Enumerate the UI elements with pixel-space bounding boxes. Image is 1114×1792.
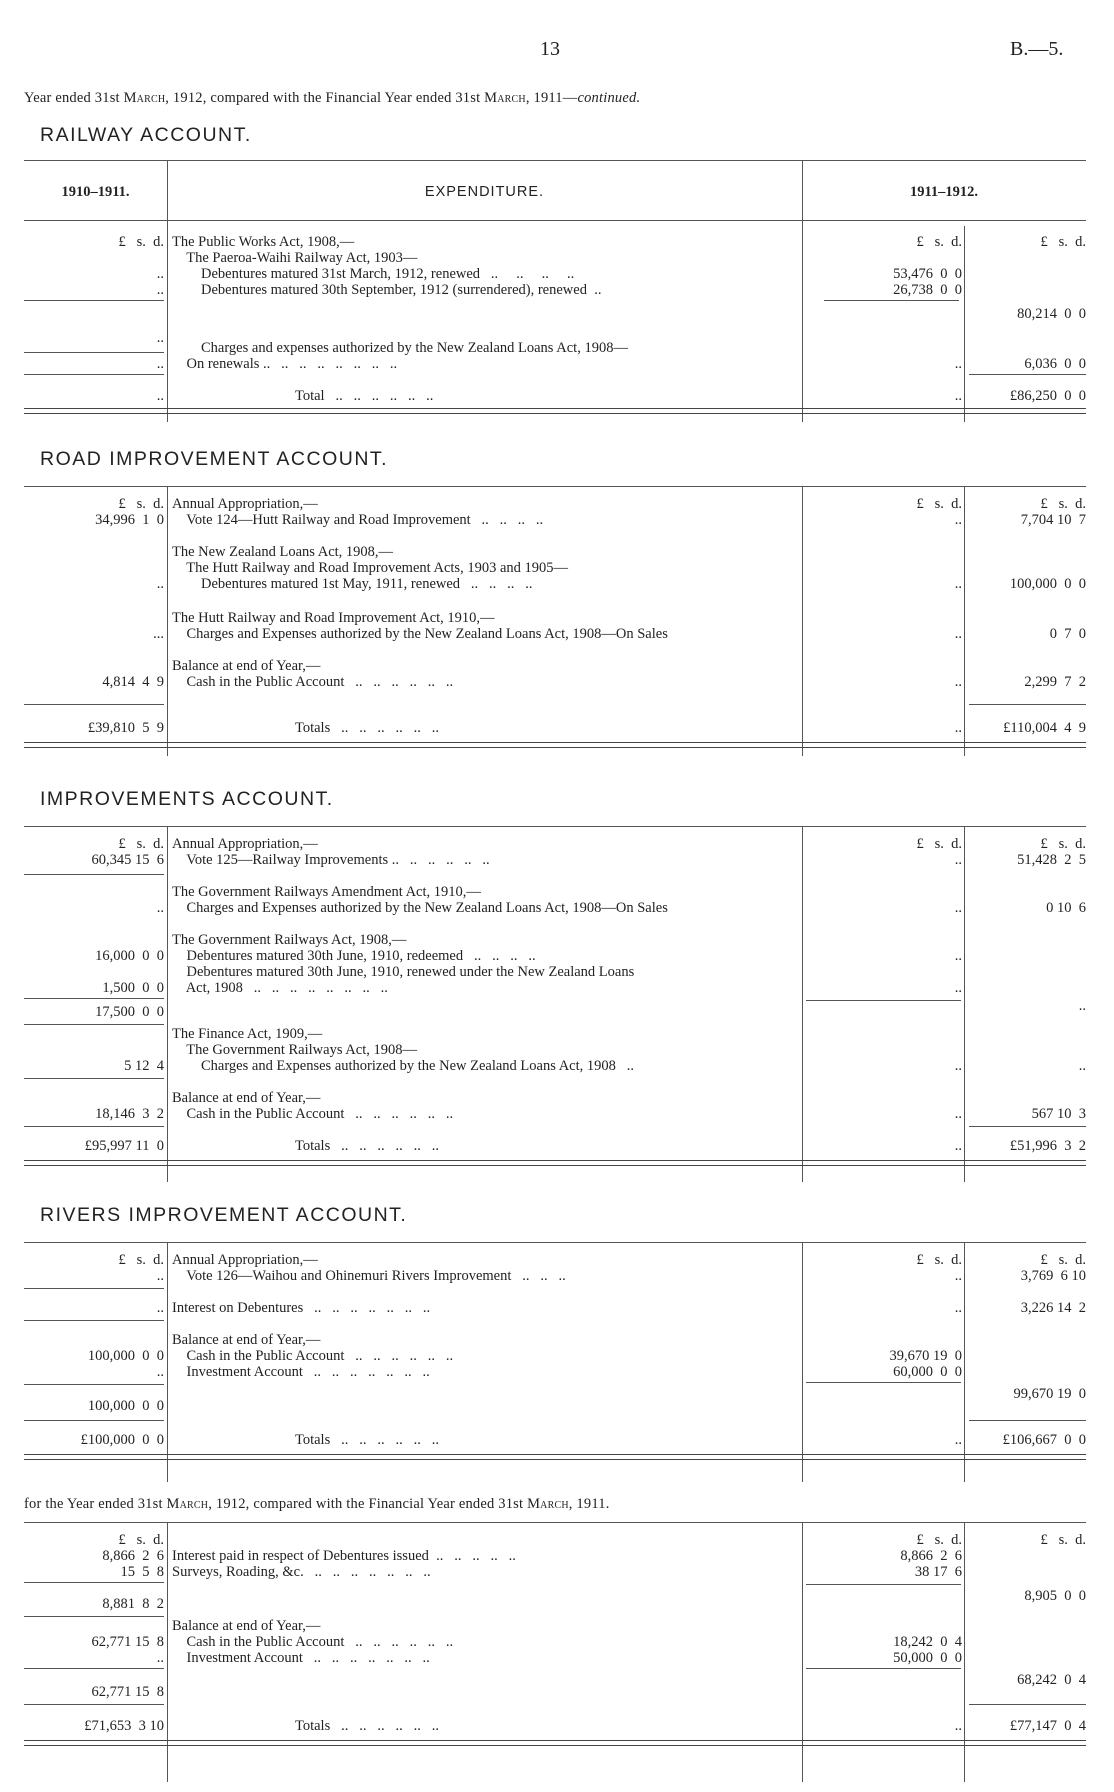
improvements-row-inner: .. xyxy=(954,900,962,916)
rivers-total-prev: £100,000 0 0 xyxy=(80,1432,164,1448)
railway-row-desc: The Paeroa-Waihi Railway Act, 1903— xyxy=(172,250,418,266)
improvements-row-desc: Balance at end of Year,— xyxy=(172,1090,321,1106)
railway-total-inner: .. xyxy=(954,388,962,404)
improvements-row-total: .. xyxy=(1078,1058,1086,1074)
railway-row-desc: The Public Works Act, 1908,— xyxy=(172,234,355,250)
improvements-row-total: 51,428 2 5 xyxy=(1017,852,1086,868)
rivers-row-total: 99,670 19 0 xyxy=(1013,1386,1086,1402)
improvements-row-total: 0 10 6 xyxy=(1046,900,1086,916)
road-row-desc: Vote 124—Hutt Railway and Road Improvement .. .. .. .. xyxy=(172,512,544,528)
road-row-inner: .. xyxy=(954,512,962,528)
last-row-total: 8,905 0 0 xyxy=(1024,1588,1086,1604)
road-row-desc: Charges and Expenses authorized by the New Zealand Loans Act, 1908—On Sales xyxy=(172,626,668,642)
improvements-row-total: .. xyxy=(1078,998,1086,1014)
currency-header-total: £ s. d. xyxy=(1040,1532,1086,1548)
last-row-desc: Interest paid in respect of Debentures issued .. .. .. .. .. xyxy=(172,1548,516,1564)
improvements-row-desc: The Government Railways Act, 1908,— xyxy=(172,932,407,948)
improvements-row-desc: Charges and Expenses authorized by the New Zealand Loans Act, 1908—On Sales xyxy=(172,900,668,916)
rivers-improvement-table xyxy=(24,1242,1086,1482)
road-row-prev: ... xyxy=(153,626,164,642)
last-row-inner: 8,866 2 6 xyxy=(900,1548,962,1564)
railway-row-inner: .. xyxy=(954,356,962,372)
rivers-total-desc: Totals .. .. .. .. .. .. xyxy=(172,1432,439,1448)
railway-row-prev: .. xyxy=(156,282,164,298)
road-row-prev: 4,814 4 9 xyxy=(102,674,164,690)
intro-text-c: , 1911. xyxy=(568,1496,610,1512)
road-total-prev: £39,810 5 9 xyxy=(87,720,164,736)
intro-month-1: March xyxy=(166,1496,209,1512)
road-row-total: 0 7 0 xyxy=(1049,626,1086,642)
currency-header-inner: £ s. d. xyxy=(916,1252,962,1268)
last-row-desc: Balance at end of Year,— xyxy=(172,1618,321,1634)
last-row-inner: 38 17 6 xyxy=(914,1564,962,1580)
road-total-inner: .. xyxy=(954,720,962,736)
currency-header-prev: £ s. d. xyxy=(118,496,164,512)
railway-row-inner: 26,738 0 0 xyxy=(893,282,962,298)
rivers-row-desc: Interest on Debentures .. .. .. .. .. .. .. xyxy=(172,1300,431,1316)
improvements-row-prev: 1,500 0 0 xyxy=(102,980,164,996)
last-total-prev: £71,653 3 10 xyxy=(84,1718,164,1734)
currency-header-total: £ s. d. xyxy=(1040,234,1086,250)
railway-row-desc: On renewals .. .. .. .. .. .. .. .. xyxy=(172,356,398,372)
road-row-total: 100,000 0 0 xyxy=(1009,576,1086,592)
road-row-desc: The Hutt Railway and Road Improvement Acts, 1903 and 1905— xyxy=(172,560,569,576)
railway-row-inner: 53,476 0 0 xyxy=(893,266,962,282)
currency-header-total: £ s. d. xyxy=(1040,1252,1086,1268)
rivers-row-desc: Annual Appropriation,— xyxy=(172,1252,318,1268)
last-row-prev: 62,771 15 8 xyxy=(91,1684,164,1700)
rivers-improvement-title: RIVERS IMPROVEMENT ACCOUNT. xyxy=(40,1204,408,1226)
improvements-title: IMPROVEMENTS ACCOUNT. xyxy=(40,788,334,810)
improvements-row-desc: Charges and Expenses authorized by the New Zealand Loans Act, 1908 .. xyxy=(172,1058,635,1074)
improvements-row-inner: .. xyxy=(954,948,962,964)
railway-account-title: RAILWAY ACCOUNT. xyxy=(40,124,252,146)
railway-total: £86,250 0 0 xyxy=(1009,388,1086,404)
improvements-row-desc: Debentures matured 30th June, 1910, renewed under the New Zealand Loans xyxy=(172,964,635,980)
rivers-row-inner: .. xyxy=(954,1268,962,1284)
currency-header-total: £ s. d. xyxy=(1040,496,1086,512)
rivers-row-desc: Investment Account .. .. .. .. .. .. .. xyxy=(172,1364,430,1380)
road-row-prev: .. xyxy=(156,576,164,592)
improvements-row-prev: 60,345 15 6 xyxy=(91,852,164,868)
intro-text-c: , 1911— xyxy=(525,90,578,106)
rivers-row-desc: Balance at end of Year,— xyxy=(172,1332,321,1348)
page-number: 13 xyxy=(540,38,560,60)
last-row-inner: 18,242 0 4 xyxy=(893,1634,962,1650)
rivers-row-inner: .. xyxy=(954,1300,962,1316)
railway-row-total: 6,036 0 0 xyxy=(1024,356,1086,372)
last-row-prev: 62,771 15 8 xyxy=(91,1634,164,1650)
last-row-prev: 8,866 2 6 xyxy=(102,1548,164,1564)
road-row-inner: .. xyxy=(954,674,962,690)
last-total-inner: .. xyxy=(954,1718,962,1734)
improvements-row-desc: Act, 1908 .. .. .. .. .. .. .. .. xyxy=(172,980,388,996)
improvements-row-prev: .. xyxy=(156,900,164,916)
improvements-total-inner: .. xyxy=(954,1138,962,1154)
intro-month-1: March xyxy=(123,90,166,106)
rivers-row-prev: .. xyxy=(156,1300,164,1316)
railway-total-desc: Total .. .. .. .. .. .. xyxy=(172,388,434,404)
intro-text-b: , 1912, compared with the Financial Year ended 31st xyxy=(208,1496,528,1512)
document-reference: B.—5. xyxy=(1010,38,1064,60)
last-row-prev: .. xyxy=(156,1650,164,1666)
header-prev-year: 1910–1911. xyxy=(61,184,130,200)
improvements-row-desc: The Government Railways Act, 1908— xyxy=(172,1042,417,1058)
header-current-year: 1911–1912. xyxy=(909,184,979,200)
improvements-row-desc: Debentures matured 30th June, 1910, redeemed .. .. .. .. xyxy=(172,948,536,964)
intro-line-bottom xyxy=(24,1496,610,1513)
rivers-row-desc: Cash in the Public Account .. .. .. .. .. .. xyxy=(172,1348,454,1364)
intro-text-a: for the Year ended 31st xyxy=(24,1496,167,1512)
railway-row-prev: .. xyxy=(156,330,164,346)
header-expenditure: EXPENDITURE. xyxy=(424,184,545,200)
interest-surveys-table xyxy=(24,1522,1086,1782)
improvements-total-prev: £95,997 11 0 xyxy=(84,1138,164,1154)
improvements-row-inner: .. xyxy=(954,1106,962,1122)
improvements-row-inner: .. xyxy=(954,852,962,868)
improvements-row-desc: Cash in the Public Account .. .. .. .. .. .. xyxy=(172,1106,454,1122)
road-row-desc: Annual Appropriation,— xyxy=(172,496,318,512)
railway-total-prev: .. xyxy=(156,388,164,404)
currency-header-total: £ s. d. xyxy=(1040,836,1086,852)
improvements-row-desc: Vote 125—Railway Improvements .. .. .. .. .. .. xyxy=(172,852,490,868)
rivers-total-inner: .. xyxy=(954,1432,962,1448)
improvements-row-inner: .. xyxy=(954,980,962,996)
last-row-inner: 50,000 0 0 xyxy=(893,1650,962,1666)
improvements-row-prev: 18,146 3 2 xyxy=(95,1106,164,1122)
last-row-desc: Cash in the Public Account .. .. .. .. .. .. xyxy=(172,1634,454,1650)
railway-row-total: 80,214 0 0 xyxy=(1017,306,1086,322)
road-row-total: 2,299 7 2 xyxy=(1024,674,1086,690)
currency-header-prev: £ s. d. xyxy=(118,234,164,250)
road-total-desc: Totals .. .. .. .. .. .. xyxy=(172,720,439,736)
currency-header-inner: £ s. d. xyxy=(916,496,962,512)
intro-line-top xyxy=(24,90,640,107)
intro-month-2: March xyxy=(484,90,526,106)
currency-header-inner: £ s. d. xyxy=(916,1532,962,1548)
road-improvement-title: ROAD IMPROVEMENT ACCOUNT. xyxy=(40,448,389,470)
improvements-row-prev: 5 12 4 xyxy=(124,1058,164,1074)
road-improvement-table xyxy=(24,486,1086,756)
improvements-total: £51,996 3 2 xyxy=(1009,1138,1086,1154)
improvements-row-desc: Annual Appropriation,— xyxy=(172,836,318,852)
currency-header-inner: £ s. d. xyxy=(916,836,962,852)
currency-header-prev: £ s. d. xyxy=(118,1252,164,1268)
road-row-prev: 34,996 1 0 xyxy=(95,512,164,528)
currency-header-prev: £ s. d. xyxy=(118,836,164,852)
rivers-row-prev: 100,000 0 0 xyxy=(87,1398,164,1414)
railway-row-desc: Debentures matured 31st March, 1912, renewed .. .. .. .. xyxy=(172,266,575,282)
last-row-prev: 15 5 8 xyxy=(120,1564,164,1580)
rivers-row-inner: 39,670 19 0 xyxy=(889,1348,962,1364)
currency-header-prev: £ s. d. xyxy=(118,1532,164,1548)
road-row-desc: The New Zealand Loans Act, 1908,— xyxy=(172,544,394,560)
improvements-row-prev: 17,500 0 0 xyxy=(95,1004,164,1020)
last-row-desc: Surveys, Roading, &c. .. .. .. .. .. .. .. xyxy=(172,1564,431,1580)
rivers-row-prev: .. xyxy=(156,1364,164,1380)
road-row-desc: Cash in the Public Account .. .. .. .. .. .. xyxy=(172,674,454,690)
road-row-desc: The Hutt Railway and Road Improvement Act, 1910,— xyxy=(172,610,495,626)
rivers-row-inner: 60,000 0 0 xyxy=(893,1364,962,1380)
improvements-row-inner: .. xyxy=(954,1058,962,1074)
improvements-table xyxy=(24,826,1086,1182)
intro-month-2: March xyxy=(527,1496,569,1512)
last-row-desc: Investment Account .. .. .. .. .. .. .. xyxy=(172,1650,430,1666)
road-row-inner: .. xyxy=(954,576,962,592)
rivers-total: £106,667 0 0 xyxy=(1002,1432,1086,1448)
road-row-total: 7,704 10 7 xyxy=(1020,512,1086,528)
intro-text-a: Year ended 31st xyxy=(24,90,124,106)
improvements-row-desc: The Finance Act, 1909,— xyxy=(172,1026,323,1042)
improvements-row-prev: 16,000 0 0 xyxy=(95,948,164,964)
improvements-row-desc: The Government Railways Amendment Act, 1910,— xyxy=(172,884,481,900)
road-row-inner: .. xyxy=(954,626,962,642)
last-total: £77,147 0 4 xyxy=(1009,1718,1086,1734)
intro-text-b: , 1912, compared with the Financial Year ended 31st xyxy=(165,90,485,106)
road-row-desc: Balance at end of Year,— xyxy=(172,658,321,674)
railway-row-prev: .. xyxy=(156,356,164,372)
currency-header-inner: £ s. d. xyxy=(916,234,962,250)
last-row-total: 68,242 0 4 xyxy=(1017,1672,1086,1688)
rivers-row-prev: 100,000 0 0 xyxy=(87,1348,164,1364)
last-row-prev: 8,881 8 2 xyxy=(102,1596,164,1612)
railway-row-desc: Debentures matured 30th September, 1912 (surrendered), renewed .. xyxy=(172,282,602,298)
rivers-row-total: 3,769 6 10 xyxy=(1020,1268,1086,1284)
road-total: £110,004 4 9 xyxy=(1003,720,1086,736)
rivers-row-desc: Vote 126—Waihou and Ohinemuri Rivers Improvement .. .. .. xyxy=(172,1268,566,1284)
improvements-total-desc: Totals .. .. .. .. .. .. xyxy=(172,1138,439,1154)
road-row-desc: Debentures matured 1st May, 1911, renewed .. .. .. .. xyxy=(172,576,533,592)
intro-continued: continued. xyxy=(577,90,641,106)
railway-row-desc: Charges and expenses authorized by the New Zealand Loans Act, 1908— xyxy=(172,340,628,356)
railway-account-table xyxy=(24,160,1086,422)
rivers-row-total: 3,226 14 2 xyxy=(1020,1300,1086,1316)
railway-row-prev: .. xyxy=(156,266,164,282)
rivers-row-prev: .. xyxy=(156,1268,164,1284)
improvements-row-total: 567 10 3 xyxy=(1031,1106,1086,1122)
last-total-desc: Totals .. .. .. .. .. .. xyxy=(172,1718,439,1734)
